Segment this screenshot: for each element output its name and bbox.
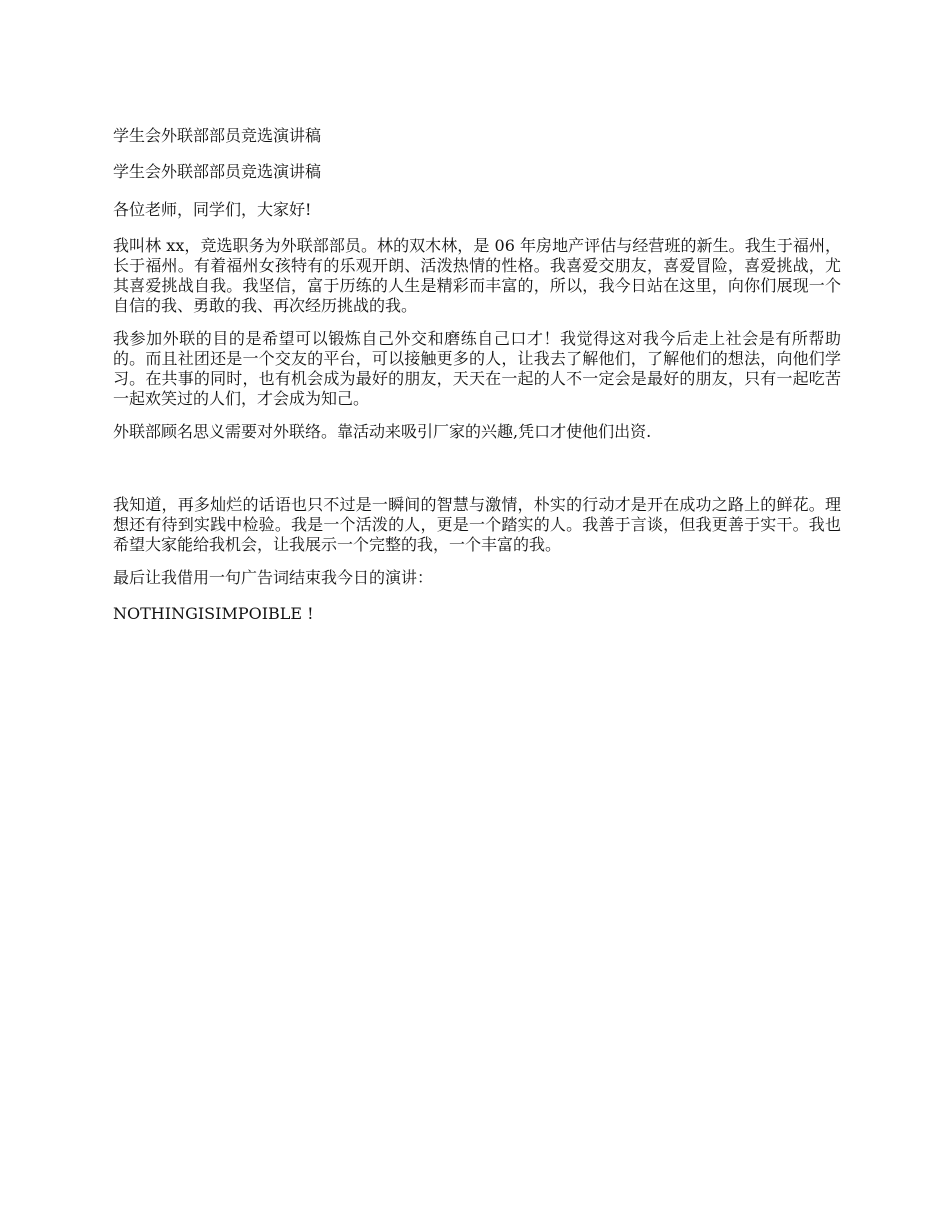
paragraph-commitment: 我知道，再多灿烂的话语也只不过是一瞬间的智慧与激情，朴实的行动才是开在成功之路上的鲜花。理想还有待到实践中检验。我是一个活泼的人，更是一个踏实的人。我善于言谈，但我更善于实干。我也希望大家能给我机会，让我展示一个完整的我，一个丰富的我。 bbox=[113, 495, 841, 554]
document-page bbox=[113, 126, 841, 637]
closing-slogan: NOTHINGISIMPOIBLE ! bbox=[113, 604, 314, 623]
document-title: 学生会外联部部员竞选演讲稿 bbox=[113, 126, 322, 145]
document-subtitle: 学生会外联部部员竞选演讲稿 bbox=[113, 162, 322, 181]
paragraph-closing-intro: 最后让我借用一句广告词结束我今日的演讲： bbox=[113, 568, 434, 587]
paragraph-role: 外联部顾名思义需要对外联络。靠活动来吸引厂家的兴趣,凭口才使他们出资. bbox=[113, 422, 652, 441]
greeting-line: 各位老师，同学们，大家好! bbox=[113, 200, 312, 219]
paragraph-purpose: 我参加外联的目的是希望可以锻炼自己外交和磨练自己口才！我觉得这对我今后走上社会是有所帮助的。而且社团还是一个交友的平台，可以接触更多的人，让我去了解他们，了解他们的想法，向他们学习。在共事的同时，也有机会成为最好的朋友，天天在一起的人不一定会是最好的朋友，只有一起吃苦一起欢笑过的人们，才会成为知己。 bbox=[113, 329, 841, 408]
paragraph-intro: 我叫林 xx，竞选职务为外联部部员。林的双木林，是 06 年房地产评估与经营班的新生。我生于福州，长于福州。有着福州女孩特有的乐观开朗、活泼热情的性格。我喜爱交朋友，喜爱冒险，喜爱挑战，尤其喜爱挑战自我。我坚信，富于历练的人生是精彩而丰富的，所以，我今日站在这里，向你们展现一个自信的我、勇敢的我、再次经历挑战的我。 bbox=[113, 236, 841, 315]
